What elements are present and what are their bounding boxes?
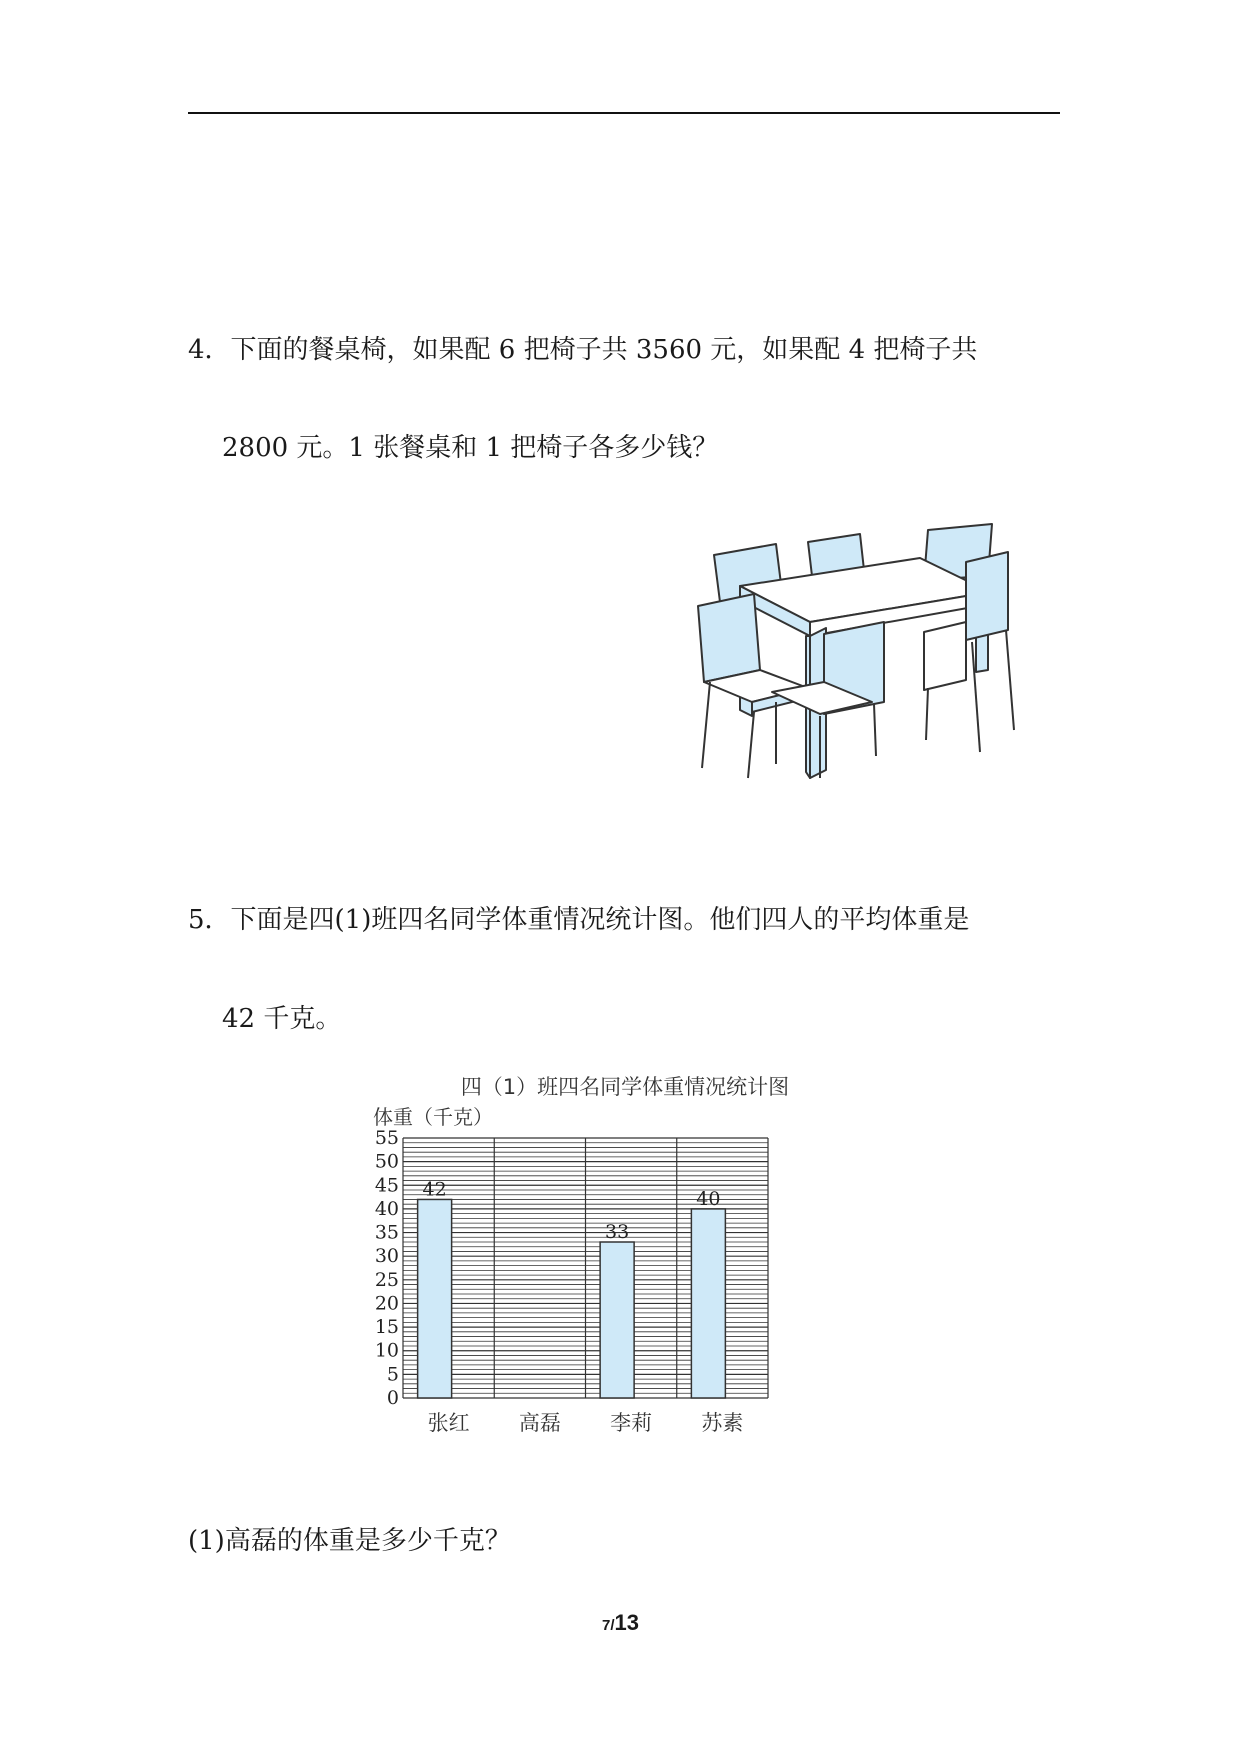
question-5-line-2: 42 千克。 xyxy=(222,1004,342,1034)
question-4-line-2: 2800 元。1 张餐桌和 1 把椅子各多少钱？ xyxy=(222,433,719,463)
page-current: 7/ xyxy=(602,1617,615,1634)
data-label: 33 xyxy=(605,1221,630,1243)
question-5-sub-1: (1)高磊的体重是多少千克？ xyxy=(188,1526,511,1556)
category-label: 张红 xyxy=(427,1411,470,1435)
category-label: 高磊 xyxy=(518,1411,561,1435)
y-tick-label: 15 xyxy=(374,1316,399,1339)
question-5-line-1: 5．下面是四(1)班四名同学体重情况统计图。他们四人的平均体重是 xyxy=(188,905,970,935)
bar xyxy=(600,1242,634,1398)
category-label: 李莉 xyxy=(610,1411,653,1435)
category-labels xyxy=(428,1411,744,1435)
data-label: 42 xyxy=(422,1178,447,1201)
question-4-line-1: 4．下面的餐桌椅，如果配 6 把椅子共 3560 元，如果配 4 把椅子共 xyxy=(188,335,978,365)
y-tick-label: 30 xyxy=(374,1245,399,1268)
y-tick-label: 25 xyxy=(374,1268,399,1291)
chart-title: 四（1）班四名同学体重情况统计图 xyxy=(460,1075,790,1099)
y-axis-label: 体重（千克） xyxy=(373,1105,493,1129)
weight-bar-chart xyxy=(365,1068,885,1468)
y-tick-label: 0 xyxy=(386,1387,399,1409)
y-tick-label: 10 xyxy=(374,1339,399,1362)
y-tick-label: 35 xyxy=(374,1221,399,1244)
category-label: 苏素 xyxy=(701,1411,744,1435)
bar xyxy=(418,1199,452,1398)
y-tick-label: 20 xyxy=(374,1292,399,1315)
y-tick-label: 45 xyxy=(374,1174,399,1197)
page-number xyxy=(0,1610,1241,1636)
y-tick-label: 5 xyxy=(386,1363,399,1386)
y-tick-label: 50 xyxy=(374,1150,399,1173)
page-total: 13 xyxy=(614,1610,639,1635)
y-tick-label: 40 xyxy=(374,1197,399,1220)
header-rule xyxy=(188,112,1060,114)
y-ticks xyxy=(375,1127,399,1409)
bar xyxy=(691,1209,725,1398)
y-tick-label: 55 xyxy=(374,1127,399,1149)
data-label: 40 xyxy=(696,1187,721,1210)
dining-set-illustration xyxy=(688,510,1048,780)
data-labels xyxy=(423,1178,721,1243)
